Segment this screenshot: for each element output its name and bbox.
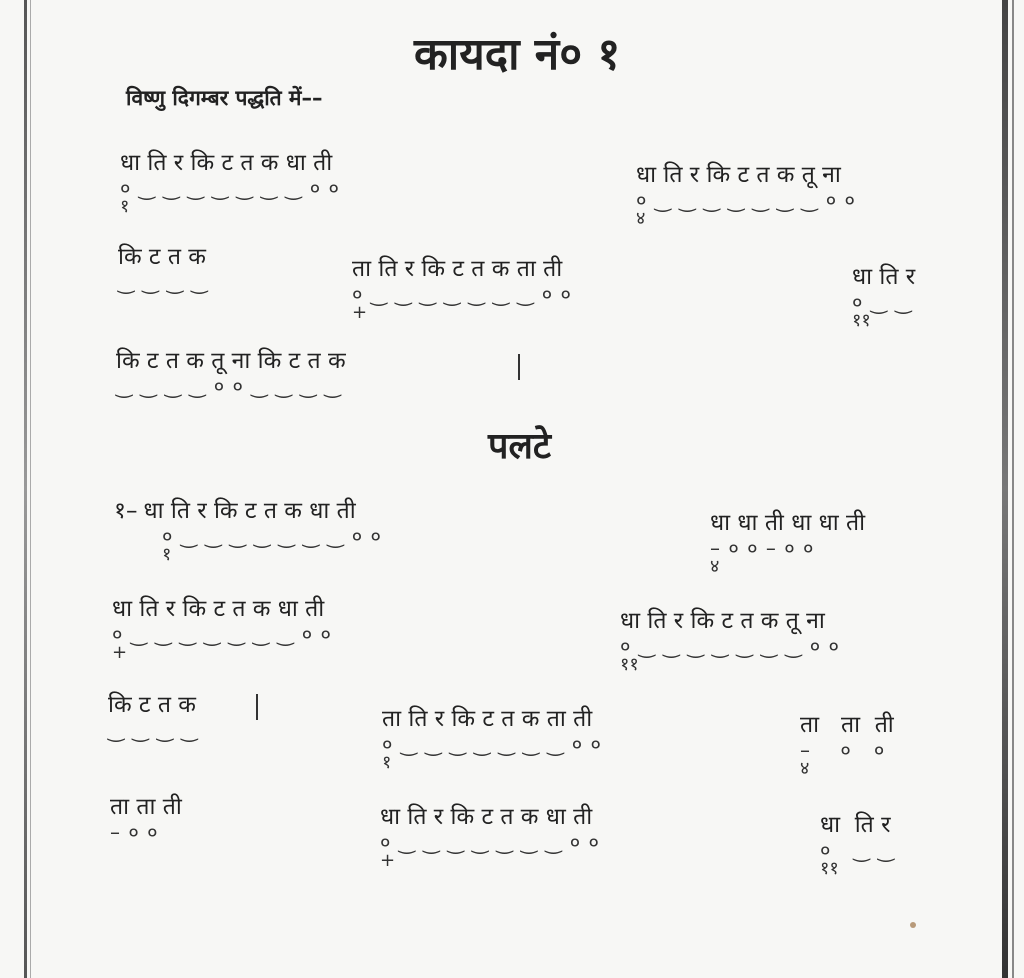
page-title: कायदा नं० १ (414, 29, 621, 80)
beat-number: + (112, 642, 128, 663)
beat-number: ११ (852, 310, 871, 331)
notation-system-subtitle: विष्णु दिगम्बर पद्धति में–– (126, 86, 323, 110)
notation-marks: – ० ० (800, 738, 886, 762)
palte-phrase-4 (620, 606, 840, 674)
beat-number: ४ (800, 758, 810, 779)
notation-marks: ० ‿ ‿ ‿ ‿ ‿ ‿ ‿ ० ० (380, 830, 600, 854)
palte-phrase-5 (108, 690, 198, 740)
beat-number: + (352, 302, 368, 323)
page-left-edge-line (30, 0, 31, 978)
palte-phrase-9 (380, 802, 600, 870)
notation-marks: ० ‿ ‿ ‿ ‿ ‿ ‿ ‿ ० ० (382, 732, 602, 756)
palte-heading: पलटे (488, 426, 552, 467)
palte-phrase-2 (710, 508, 865, 576)
kayda-phrase-5 (852, 262, 915, 330)
bol-text: ता ति र कि ट त क ता ती (382, 706, 593, 732)
beat-number: ११ (820, 858, 839, 879)
bol-text: धा धा ती धा धा ती (710, 510, 866, 536)
paper-speck (910, 922, 916, 928)
notation-marks: ‿ ‿ ‿ ‿ (108, 718, 199, 742)
end-bar-line (518, 354, 520, 380)
beat-number: १ (382, 752, 392, 773)
kayda-phrase-6 (116, 346, 346, 396)
bol-text: ता ति र कि ट त क ता ती (352, 256, 563, 282)
page-right-edge-line (1012, 0, 1014, 978)
palte-phrase-10 (820, 810, 895, 878)
kayda-phrase-2 (636, 160, 856, 228)
notation-marks: ‿ ‿ ‿ ‿ ० ० ‿ ‿ ‿ ‿ (116, 374, 342, 398)
notation-marks: ० ‿ ‿ (820, 838, 895, 862)
notation-marks: – ० ० (110, 820, 159, 844)
bol-text: कि ट त क (108, 692, 196, 718)
palte-phrase-6 (382, 704, 602, 772)
page-left-edge (24, 0, 27, 978)
bol-text: ता ता ती (800, 712, 894, 738)
page-right-edge (1002, 0, 1008, 978)
kayda-phrase-4 (352, 254, 572, 322)
notation-marks: ० ‿ ‿ ‿ ‿ ‿ ‿ ‿ ० ० (620, 634, 840, 658)
beat-number: ४ (636, 208, 646, 229)
palte-phrase-7 (800, 710, 894, 778)
kayda-phrase-3 (118, 242, 208, 292)
bol-text: ता ता ती (110, 794, 182, 820)
bol-text: कि ट त क (118, 244, 206, 270)
beat-number: १ (120, 196, 130, 217)
beat-number: + (380, 850, 396, 871)
bol-text: धा ति र कि ट त क धा ती (380, 804, 593, 830)
notation-marks: ० ‿ ‿ ‿ ‿ ‿ ‿ ‿ ० ० (162, 524, 382, 548)
bol-text: धा ति र (820, 812, 891, 838)
notation-marks: ‿ ‿ ‿ ‿ (118, 270, 209, 294)
bol-text: कि ट त क तू ना कि ट त क (116, 348, 346, 374)
beat-number: ४ (710, 556, 720, 577)
palte-phrase-8 (110, 792, 182, 842)
notation-marks: – ० ० – ० ० (710, 536, 815, 560)
bol-text: धा ति र कि ट त क तू ना (620, 608, 825, 634)
beat-number: १ (162, 544, 172, 565)
bol-text: धा ति र कि ट त क धा ती (143, 498, 356, 524)
notation-marks: ० ‿ ‿ (852, 290, 913, 314)
beat-number: ११ (620, 654, 639, 675)
bol-text: धा ति र कि ट त क धा ती (112, 596, 325, 622)
palte-number: १– (114, 498, 138, 524)
notation-marks: ० ‿ ‿ ‿ ‿ ‿ ‿ ‿ ० ० (352, 282, 572, 306)
bol-text: धा ति र कि ट त क धा ती (120, 150, 333, 176)
palte-phrase-3 (112, 594, 332, 662)
notation-marks: ० ‿ ‿ ‿ ‿ ‿ ‿ ‿ ० ० (636, 188, 856, 212)
bol-text: धा ति र (852, 264, 916, 290)
notation-marks: ० ‿ ‿ ‿ ‿ ‿ ‿ ‿ ० ० (120, 176, 340, 200)
bol-text: धा ति र कि ट त क तू ना (636, 162, 841, 188)
notation-marks: ० ‿ ‿ ‿ ‿ ‿ ‿ ‿ ० ० (112, 622, 332, 646)
palte-phrase-1 (114, 496, 382, 564)
bar-line (256, 694, 258, 720)
kayda-phrase-1 (120, 148, 340, 216)
